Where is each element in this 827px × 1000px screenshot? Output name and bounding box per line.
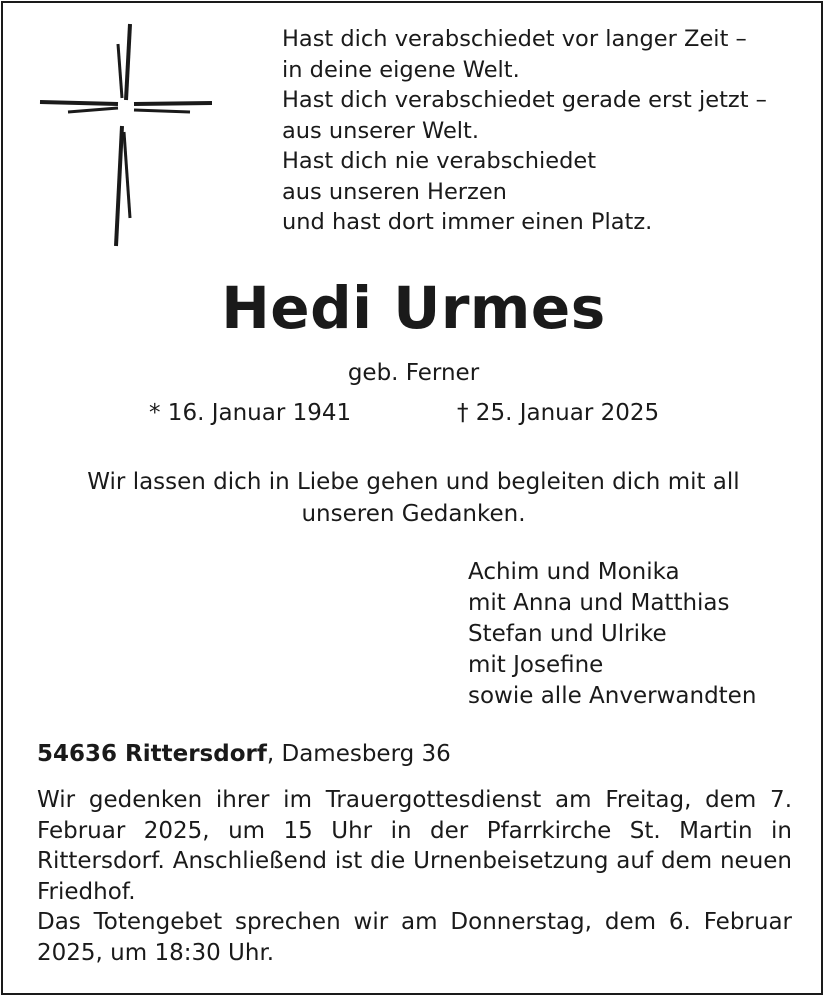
maiden-name: geb. Ferner — [347, 360, 480, 386]
service-info — [37, 785, 792, 968]
poem — [282, 24, 767, 238]
cross-icon — [38, 22, 216, 250]
family-line: Stefan und Ulrike — [468, 621, 667, 647]
family-list — [468, 557, 756, 712]
family-line: mit Anna und Matthias — [468, 590, 730, 616]
family-line: Achim und Monika — [468, 559, 680, 585]
address — [37, 738, 451, 770]
family-line: mit Josefine — [468, 652, 604, 678]
poem-line: in deine eigene Welt. — [282, 56, 520, 83]
birth-date: * 16. Januar 1941 — [149, 400, 352, 426]
farewell-text: Wir lassen dich in Liebe gehen und begleiten dich mit all unseren Gedanken. — [87, 469, 740, 527]
deceased-name: Hedi Urmes — [221, 274, 606, 342]
family-line: sowie alle Anverwandten — [468, 683, 757, 709]
prayer-paragraph: Das Totengebet sprechen wir am Donnerstag, dem 6. Februar 2025, um 18:30 Uhr. — [37, 909, 792, 966]
service-paragraph: Wir gedenken ihrer im Trauergottesdienst am Freitag, dem 7. Februar 2025, um 15 Uhr in der Pfarrkirche St. Martin in Rittersdorf. Anschließend ist die Urnenbeisetzung auf dem neuen Friedhof. — [37, 787, 792, 905]
poem-line: Hast dich verabschiedet gerade erst jetzt – — [282, 87, 767, 113]
poem-line: aus unseren Herzen — [282, 178, 507, 205]
address-place: 54636 Rittersdorf — [37, 741, 267, 767]
poem-line: Hast dich nie verabschiedet — [282, 148, 597, 174]
address-street: , Damesberg 36 — [266, 741, 451, 767]
death-date: † 25. Januar 2025 — [457, 400, 660, 426]
poem-line: und hast dort immer einen Platz. — [282, 209, 653, 235]
poem-line: aus unserer Welt. — [282, 117, 480, 144]
poem-line: Hast dich verabschiedet vor langer Zeit – — [282, 26, 747, 52]
